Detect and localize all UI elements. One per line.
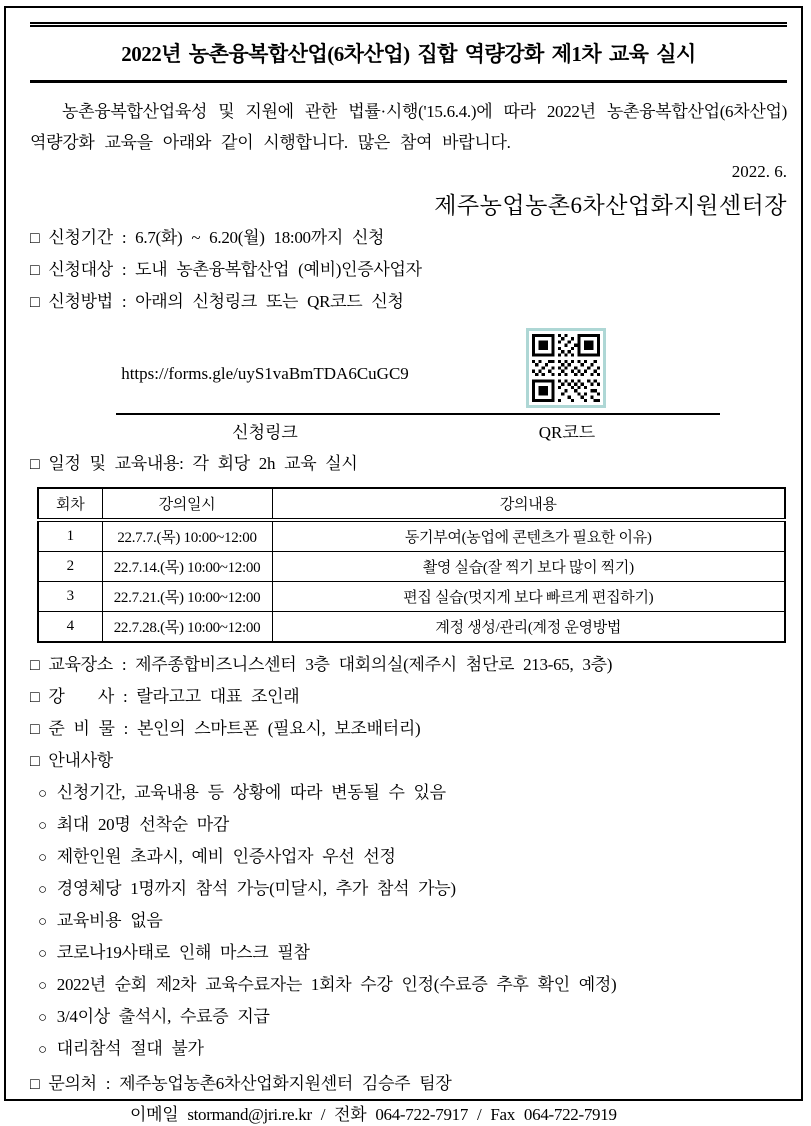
document-title: 2022년 농촌융복합산업(6차산업) 집합 역량강화 제1차 교육 실시 bbox=[30, 22, 787, 83]
checkbox-icon: □ bbox=[30, 230, 40, 247]
notice-item bbox=[30, 942, 787, 965]
notice-text: 대리참석 절대 불가 bbox=[56, 1039, 204, 1058]
apply-method-text: 신청방법 : 아래의 신청링크 또는 QR코드 신청 bbox=[48, 292, 404, 311]
notice-item bbox=[30, 910, 787, 933]
notice-item bbox=[30, 782, 787, 805]
notice-heading-item bbox=[30, 750, 787, 773]
header-topic: 강의내용 bbox=[272, 488, 785, 520]
cell-round: 1 bbox=[38, 520, 102, 552]
cell-datetime: 22.7.21.(목) 10:00~12:00 bbox=[102, 582, 272, 612]
checkbox-icon: □ bbox=[30, 721, 40, 738]
location-text: 교육장소 : 제주종합비즈니스센터 3층 대회의실(제주시 첨단로 213-65, 3층) bbox=[48, 655, 613, 674]
circle-icon: ○ bbox=[38, 850, 47, 866]
circle-icon: ○ bbox=[38, 818, 47, 834]
table-header-row bbox=[38, 488, 785, 520]
checkbox-icon: □ bbox=[30, 689, 40, 706]
cell-topic: 촬영 실습(잘 찍기 보다 많이 찍기) bbox=[272, 552, 785, 582]
cell-round: 2 bbox=[38, 552, 102, 582]
contact-text: 문의처 : 제주농업농촌6차산업화지원센터 김승주 팀장 bbox=[48, 1074, 452, 1093]
apply-target-text: 신청대상 : 도내 농촌융복합산업 (예비)인증사업자 bbox=[48, 260, 422, 279]
notice-text: 신청기간, 교육내용 등 상황에 따라 변동될 수 있음 bbox=[56, 783, 446, 802]
circle-icon: ○ bbox=[38, 1042, 47, 1058]
form-url-link[interactable]: https://forms.gle/uyS1vaBmTDA6CuGC9 bbox=[121, 364, 409, 383]
notice-item bbox=[30, 814, 787, 837]
cell-round: 3 bbox=[38, 582, 102, 612]
table-row bbox=[38, 582, 785, 612]
contact-detail-line: 이메일 stormand@jri.re.kr / 전화 064-722-7917 / Fax 064-722-7919 bbox=[130, 1105, 617, 1124]
notice-text: 제한인원 초과시, 예비 인증사업자 우선 선정 bbox=[56, 847, 396, 866]
qr-label: QR코드 bbox=[538, 423, 596, 442]
checkbox-icon: □ bbox=[30, 1076, 40, 1093]
schedule-heading bbox=[30, 453, 787, 476]
notice-item bbox=[30, 1038, 787, 1061]
link-qr-section bbox=[30, 326, 787, 444]
header-datetime: 강의일시 bbox=[102, 488, 272, 520]
cell-datetime: 22.7.14.(목) 10:00~12:00 bbox=[102, 552, 272, 582]
notice-text: 최대 20명 선착순 마감 bbox=[56, 815, 229, 834]
instructor-item bbox=[30, 686, 787, 709]
cell-datetime: 22.7.28.(목) 10:00~12:00 bbox=[102, 612, 272, 643]
cell-topic: 편집 실습(멋지게 보다 빠르게 편집하기) bbox=[272, 582, 785, 612]
checkbox-icon: □ bbox=[30, 753, 40, 770]
materials-item bbox=[30, 718, 787, 741]
notice-item bbox=[30, 974, 787, 997]
document-body bbox=[30, 0, 787, 1126]
schedule-table bbox=[37, 487, 786, 643]
circle-icon: ○ bbox=[38, 946, 47, 962]
table-row bbox=[38, 520, 785, 552]
notice-text: 경영체당 1명까지 참석 가능(미달시, 추가 참석 가능) bbox=[56, 879, 456, 898]
circle-icon: ○ bbox=[38, 1010, 47, 1026]
checkbox-icon: □ bbox=[30, 294, 40, 311]
cell-topic: 계정 생성/관리(계정 운영방법 bbox=[272, 612, 785, 643]
circle-icon: ○ bbox=[38, 914, 47, 930]
notice-text: 코로나19사태로 인해 마스크 필참 bbox=[56, 943, 310, 962]
qr-code-image bbox=[526, 328, 606, 408]
apply-target-item bbox=[30, 259, 787, 282]
contact-item bbox=[30, 1073, 787, 1096]
checkbox-icon: □ bbox=[30, 657, 40, 674]
cell-topic: 동기부여(농업에 콘텐츠가 필요한 이유) bbox=[272, 520, 785, 552]
location-item bbox=[30, 654, 787, 677]
cell-round: 4 bbox=[38, 612, 102, 643]
apply-period-text: 신청기간 : 6.7(화) ~ 6.20(월) 18:00까지 신청 bbox=[48, 228, 385, 247]
circle-icon: ○ bbox=[38, 786, 47, 802]
table-row bbox=[38, 552, 785, 582]
materials-text: 준 비 물 : 본인의 스마트폰 (필요시, 보조배터리) bbox=[48, 719, 421, 738]
notice-item bbox=[30, 846, 787, 869]
notice-heading-text: 안내사항 bbox=[48, 751, 113, 770]
apply-method-item bbox=[30, 291, 787, 314]
notice-item bbox=[30, 1006, 787, 1029]
circle-icon: ○ bbox=[38, 882, 47, 898]
signature-line: 제주농업농촌6차산업화지원센터장 bbox=[434, 193, 787, 218]
instructor-text: 강 사 : 랄라고고 대표 조인래 bbox=[48, 687, 300, 706]
date-line: 2022. 6. bbox=[731, 162, 787, 181]
checkbox-icon: □ bbox=[30, 262, 40, 279]
cell-datetime: 22.7.7.(목) 10:00~12:00 bbox=[102, 520, 272, 552]
header-round: 회차 bbox=[38, 488, 102, 520]
notice-text: 3/4이상 출석시, 수료증 지급 bbox=[56, 1007, 270, 1026]
table-row bbox=[38, 612, 785, 643]
link-qr-divider bbox=[116, 413, 720, 415]
link-label: 신청링크 bbox=[232, 423, 298, 442]
checkbox-icon: □ bbox=[30, 456, 40, 473]
intro-paragraph: 농촌융복합산업육성 및 지원에 관한 법률·시행('15.6.4.)에 따라 2022년 농촌융복합산업(6차산업) 역량강화 교육을 아래와 같이 시행합니다. 많은 참여 바랍니다. bbox=[30, 102, 787, 152]
apply-period-item bbox=[30, 227, 787, 250]
notice-text: 2022년 순회 제2차 교육수료자는 1회차 수강 인정(수료증 추후 확인 예정) bbox=[56, 975, 617, 994]
schedule-heading-text: 일정 및 교육내용: 각 회당 2h 교육 실시 bbox=[48, 454, 358, 473]
notice-text: 교육비용 없음 bbox=[56, 911, 163, 930]
circle-icon: ○ bbox=[38, 978, 47, 994]
notice-item bbox=[30, 878, 787, 901]
